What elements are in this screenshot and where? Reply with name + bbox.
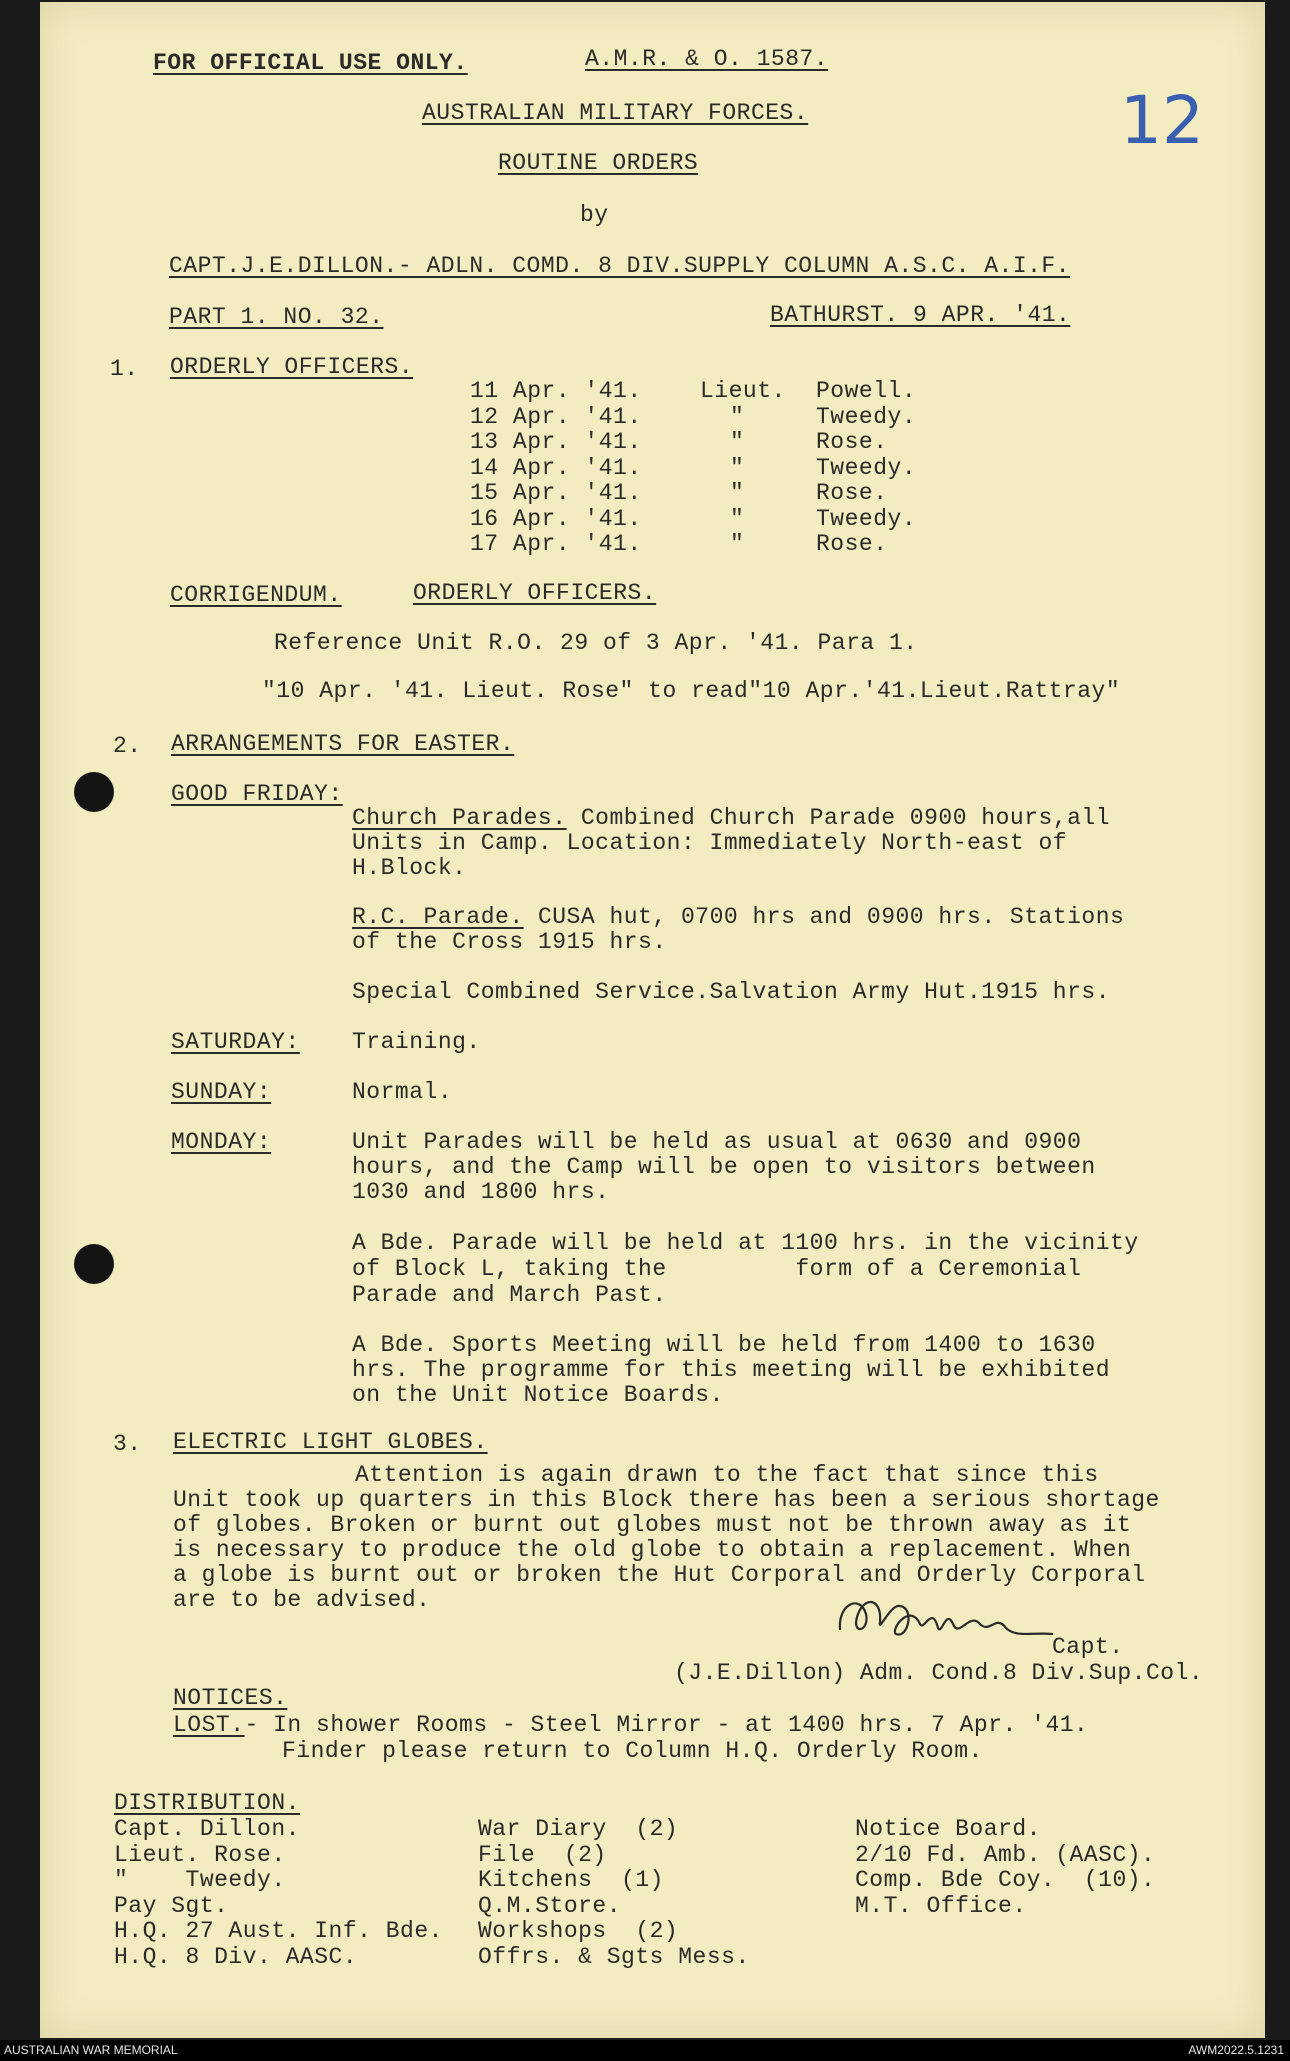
orderly-name: Rose.: [816, 480, 888, 506]
handwritten-page-number: 12: [1120, 82, 1204, 159]
section-2-number: 2.: [113, 733, 142, 759]
orderly-rank: ": [730, 505, 745, 532]
orderly-name: Rose.: [816, 531, 888, 557]
monday-line2: hours, and the Camp will be open to visitors between: [352, 1154, 1096, 1180]
footer-accession: AWM2022.5.1231: [1188, 2043, 1284, 2057]
church-parades-line2: Units in Camp. Location: Immediately North-east of: [352, 830, 1068, 856]
distribution-item: Comp. Bde Coy. (10).: [855, 1867, 1156, 1893]
lost-notice: [173, 1714, 1088, 1737]
rc-parade-line2: of the Cross 1915 hrs.: [352, 929, 667, 955]
orderly-name: Tweedy.: [816, 454, 917, 481]
section-2-heading: ARRANGEMENTS FOR EASTER.: [171, 731, 515, 757]
distribution-item: M.T. Office.: [855, 1892, 1027, 1919]
notices-heading: NOTICES.: [173, 1685, 288, 1711]
forces-title: AUSTRALIAN MILITARY FORCES.: [422, 100, 809, 126]
orderly-rank: ": [730, 531, 745, 557]
distribution-item: Pay Sgt.: [114, 1892, 229, 1919]
document-title: ROUTINE ORDERS: [498, 150, 699, 176]
distribution-item: " Tweedy.: [114, 1867, 286, 1893]
place-date: BATHURST. 9 APR. '41.: [770, 302, 1071, 328]
bde-parade-line1: A Bde. Parade will be held at 1100 hrs. in the vicinity: [352, 1230, 1139, 1256]
distribution-item: Capt. Dillon.: [114, 1816, 300, 1842]
distribution-item: 2/10 Fd. Amb. (AASC).: [855, 1841, 1156, 1868]
author-line: CAPT.J.E.DILLON.- ADLN. COMD. 8 DIV.SUPPLY COLUMN A.S.C. A.I.F.: [169, 253, 1071, 279]
orderly-name: Rose.: [816, 429, 888, 455]
handwritten-signature: [820, 1584, 1070, 1654]
distribution-item: H.Q. 8 Div. AASC.: [114, 1943, 358, 1970]
orderly-date: 12 Apr. '41.: [470, 403, 642, 430]
good-friday-label: GOOD FRIDAY:: [171, 781, 343, 807]
rc-parade-label: R.C. Parade.: [352, 904, 524, 930]
signature-rank: Capt.: [1052, 1634, 1124, 1660]
orderly-date: 15 Apr. '41.: [470, 480, 642, 506]
corrigendum-reference: Reference Unit R.O. 29 of 3 Apr. '41. Para 1.: [274, 630, 918, 656]
rc-parade-para: [352, 906, 1124, 929]
orderly-rank: ": [730, 429, 745, 455]
corrigendum-subject: ORDERLY OFFICERS.: [413, 580, 657, 606]
church-parades-line3: H.Block.: [352, 855, 467, 881]
punch-hole: [74, 772, 114, 812]
corrigendum-amendment: "10 Apr. '41. Lieut. Rose" to read"10 Apr.'41.Lieut.Rattray": [262, 678, 1121, 704]
lost-line1: - In shower Rooms - Steel Mirror - at 1400 hrs. 7 Apr. '41.: [244, 1712, 1089, 1738]
orderly-date: 14 Apr. '41.: [470, 454, 642, 481]
orderly-date: 11 Apr. '41.: [470, 378, 642, 404]
distribution-item: H.Q. 27 Aust. Inf. Bde.: [114, 1918, 443, 1944]
orderly-date: 16 Apr. '41.: [470, 505, 642, 532]
official-use-label: FOR OFFICIAL USE ONLY.: [153, 50, 468, 76]
monday-label: MONDAY:: [171, 1129, 272, 1155]
sports-line3: on the Unit Notice Boards.: [352, 1382, 724, 1408]
church-parades-para: [352, 807, 1110, 830]
lost-label: LOST.: [173, 1712, 245, 1738]
special-service: Special Combined Service.Salvation Army Hut.1915 hrs.: [352, 979, 1111, 1005]
reference-number: A.M.R. & O. 1587.: [585, 46, 829, 72]
orderly-date: 17 Apr. '41.: [470, 531, 642, 557]
globes-line2: Unit took up quarters in this Block there has been a serious shortage: [173, 1487, 1160, 1513]
globes-line5: a globe is burnt out or broken the Hut Corporal and Orderly Corporal: [173, 1562, 1146, 1588]
monday-line3: 1030 and 1800 hrs.: [352, 1179, 610, 1205]
monday-line1: Unit Parades will be held as usual at 0630 and 0900: [352, 1129, 1082, 1155]
orderly-name: Powell.: [816, 378, 917, 404]
part-number: PART 1. NO. 32.: [169, 304, 384, 330]
globes-line3: of globes. Broken or burnt out globes must not be thrown away as it: [173, 1512, 1132, 1538]
document-page: [40, 2, 1265, 2038]
distribution-item: Workshops (2): [478, 1918, 679, 1944]
section-3-heading: ELECTRIC LIGHT GLOBES.: [173, 1429, 488, 1455]
sports-line1: A Bde. Sports Meeting will be held from 1400 to 1630: [352, 1332, 1096, 1358]
sunday-label: SUNDAY:: [171, 1079, 272, 1105]
church-parades-label: Church Parades.: [352, 805, 567, 831]
rc-parade-text: CUSA hut, 0700 hrs and 0900 hrs. Stations: [523, 904, 1125, 930]
section-3-number: 3.: [113, 1431, 142, 1457]
lost-line2: Finder please return to Column H.Q. Orderly Room.: [282, 1738, 983, 1764]
orderly-rank: ": [730, 403, 745, 430]
orderly-date: 13 Apr. '41.: [470, 429, 642, 455]
distribution-item: Kitchens (1): [478, 1867, 664, 1893]
distribution-item: Notice Board.: [855, 1816, 1041, 1842]
orderly-name: Tweedy.: [816, 403, 917, 430]
bde-parade-line2: of Block L, taking the form of a Ceremonial: [352, 1256, 1082, 1282]
orderly-rank: ": [730, 454, 745, 481]
corrigendum-heading: CORRIGENDUM.: [170, 582, 342, 608]
section-1-number: 1.: [110, 356, 139, 382]
punch-hole: [74, 1244, 114, 1284]
by-label: by: [580, 202, 609, 228]
footer-credit: AUSTRALIAN WAR MEMORIAL: [4, 2043, 178, 2057]
footer-bar: [0, 2040, 1290, 2061]
distribution-item: War Diary (2): [478, 1816, 679, 1842]
distribution-heading: DISTRIBUTION.: [114, 1790, 300, 1816]
orderly-rank: Lieut.: [700, 378, 786, 404]
orderly-rank: ": [730, 480, 745, 506]
orderly-name: Tweedy.: [816, 505, 917, 532]
church-parades-text: Combined Church Parade 0900 hours,all: [566, 805, 1111, 831]
sunday-text: Normal.: [352, 1079, 453, 1105]
saturday-label: SATURDAY:: [171, 1029, 300, 1055]
saturday-text: Training.: [352, 1029, 481, 1055]
bde-parade-line3: Parade and March Past.: [352, 1282, 667, 1308]
section-1-heading: ORDERLY OFFICERS.: [170, 354, 414, 380]
sports-line2: hrs. The programme for this meeting will be exhibited: [352, 1357, 1111, 1383]
distribution-item: File (2): [478, 1841, 607, 1868]
globes-line4: is necessary to produce the old globe to obtain a replacement. When: [173, 1537, 1132, 1563]
globes-line6: are to be advised.: [173, 1587, 431, 1613]
signature-block: (J.E.Dillon) Adm. Cond.8 Div.Sup.Col.: [674, 1660, 1204, 1686]
globes-line1: Attention is again drawn to the fact that since this: [355, 1462, 1099, 1488]
distribution-item: Offrs. & Sgts Mess.: [478, 1943, 750, 1970]
distribution-item: Q.M.Store.: [478, 1892, 622, 1919]
distribution-item: Lieut. Rose.: [114, 1841, 286, 1868]
